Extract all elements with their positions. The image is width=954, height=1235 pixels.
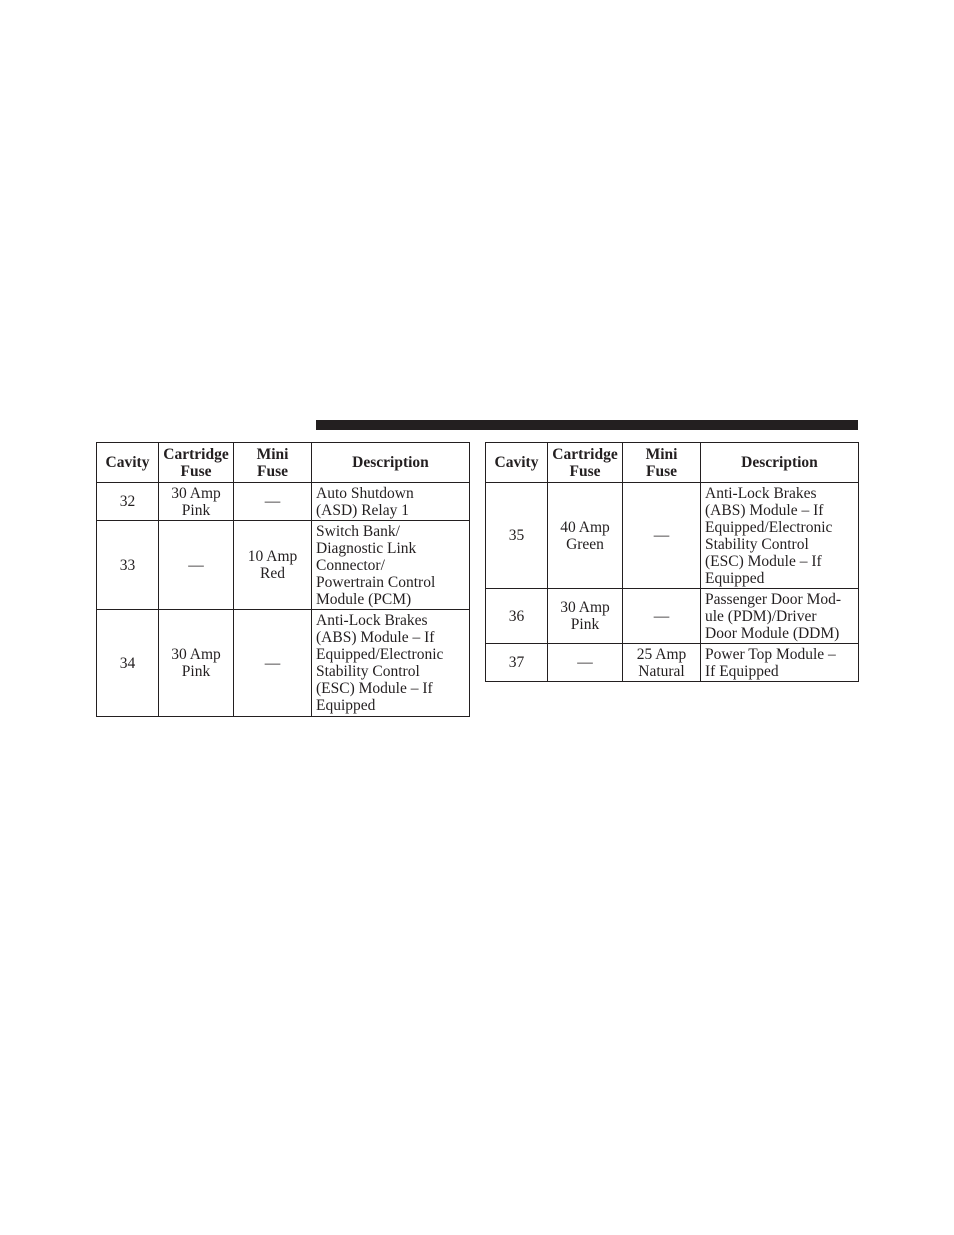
table-row bbox=[97, 521, 470, 610]
table-header-row bbox=[97, 443, 470, 483]
cavity-cell: 32 bbox=[97, 483, 159, 521]
table-row bbox=[486, 644, 859, 682]
header-description: Description bbox=[701, 443, 859, 483]
cartridge-cell: 30 Amp Pink bbox=[159, 610, 234, 717]
header-mini-fuse: Mini Fuse bbox=[623, 443, 701, 483]
mini-cell: — bbox=[623, 589, 701, 644]
cavity-cell: 34 bbox=[97, 610, 159, 717]
table-row bbox=[97, 610, 470, 717]
table-header-row bbox=[486, 443, 859, 483]
cavity-cell: 35 bbox=[486, 483, 548, 589]
cavity-cell: 36 bbox=[486, 589, 548, 644]
header-cartridge-fuse: Cartridge Fuse bbox=[159, 443, 234, 483]
cartridge-cell: — bbox=[548, 644, 623, 682]
description-cell: Anti-Lock Brakes (ABS) Module – If Equipped/Electronic Stability Control (ESC) Module – If Equipped bbox=[312, 610, 470, 717]
cavity-cell: 37 bbox=[486, 644, 548, 682]
description-cell: Switch Bank/ Diagnostic Link Connector/ Powertrain Control Module (PCM) bbox=[312, 521, 470, 610]
description-cell: Auto Shutdown (ASD) Relay 1 bbox=[312, 483, 470, 521]
mini-cell: 25 Amp Natural bbox=[623, 644, 701, 682]
table-row bbox=[97, 483, 470, 521]
header-mini-fuse: Mini Fuse bbox=[234, 443, 312, 483]
cartridge-cell: — bbox=[159, 521, 234, 610]
header-cartridge-fuse: Cartridge Fuse bbox=[548, 443, 623, 483]
mini-cell: — bbox=[234, 610, 312, 717]
fuse-table-right bbox=[485, 442, 859, 682]
description-cell: Anti-Lock Brakes (ABS) Module – If Equipped/Electronic Stability Control (ESC) Module – If Equipped bbox=[701, 483, 859, 589]
header-description: Description bbox=[312, 443, 470, 483]
description-cell: Passenger Door Mod- ule (PDM)/Driver Door Module (DDM) bbox=[701, 589, 859, 644]
section-header-bar bbox=[316, 420, 858, 430]
header-cavity: Cavity bbox=[486, 443, 548, 483]
mini-cell: 10 Amp Red bbox=[234, 521, 312, 610]
table-row bbox=[486, 483, 859, 589]
header-cavity: Cavity bbox=[97, 443, 159, 483]
cartridge-cell: 30 Amp Pink bbox=[159, 483, 234, 521]
cavity-cell: 33 bbox=[97, 521, 159, 610]
table-row bbox=[486, 589, 859, 644]
fuse-table-left bbox=[96, 442, 470, 717]
description-cell: Power Top Module – If Equipped bbox=[701, 644, 859, 682]
mini-cell: — bbox=[234, 483, 312, 521]
cartridge-cell: 30 Amp Pink bbox=[548, 589, 623, 644]
mini-cell: — bbox=[623, 483, 701, 589]
cartridge-cell: 40 Amp Green bbox=[548, 483, 623, 589]
